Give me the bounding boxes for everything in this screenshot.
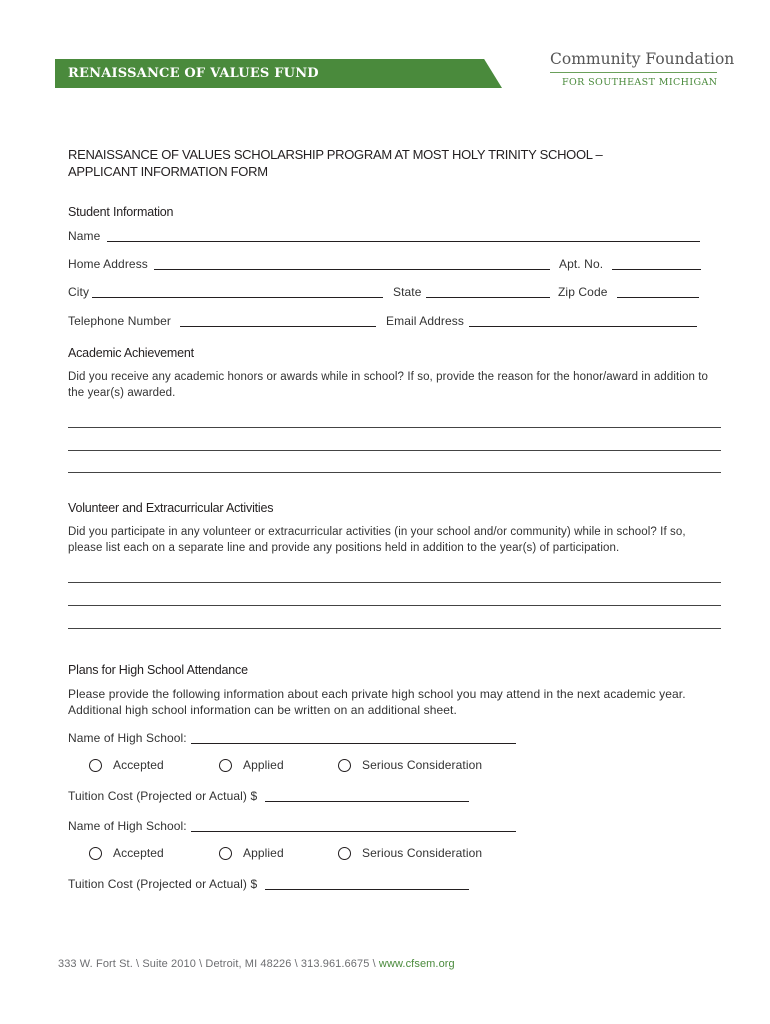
logo-subtitle: FOR SOUTHEAST MICHIGAN (562, 77, 718, 88)
email-field[interactable] (469, 325, 697, 327)
school-2-tuition-field[interactable] (265, 888, 469, 890)
zip-field[interactable] (617, 296, 699, 298)
zip-label: Zip Code (558, 285, 608, 299)
volunteer-answer-line-1[interactable] (68, 582, 721, 583)
academic-heading: Academic Achievement (68, 346, 194, 360)
school-1-tuition-label: Tuition Cost (Projected or Actual) $ (68, 789, 258, 803)
logo-divider (550, 72, 717, 73)
city-label: City (68, 285, 90, 299)
academic-answer-line-1[interactable] (68, 427, 721, 428)
school-1-serious-radio[interactable] (338, 759, 351, 772)
student-info-heading: Student Information (68, 205, 174, 219)
academic-answer-line-3[interactable] (68, 472, 721, 473)
academic-answer-line-2[interactable] (68, 450, 721, 451)
footer (58, 958, 455, 970)
apt-label: Apt. No. (559, 257, 604, 271)
logo-title: Community Foundation (550, 50, 735, 68)
telephone-field[interactable] (180, 325, 376, 327)
email-label: Email Address (386, 314, 464, 328)
footer-address: 333 W. Fort St. \ Suite 2010 \ Detroit, MI 48226 \ 313.961.6675 \ (58, 958, 376, 970)
form-title-line-1: RENAISSANCE OF VALUES SCHOLARSHIP PROGRAM AT MOST HOLY TRINITY SCHOOL – (68, 147, 603, 162)
apt-field[interactable] (612, 268, 701, 270)
form-title (68, 146, 668, 180)
school-2-accepted-radio[interactable] (89, 847, 102, 860)
plans-instructions: Please provide the following information about each private high school you may attend in the next academic year. Additional high school information can be written on an additional sheet. (68, 687, 686, 717)
volunteer-answer-line-2[interactable] (68, 605, 721, 606)
volunteer-question: Did you participate in any volunteer or extracurricular activities (in your school and/or community) while in school? If so, please list each on a separate line and provide any positions held in addition to the year(s) of participation. (68, 526, 686, 554)
school-1-tuition-field[interactable] (265, 800, 469, 802)
footer-website-link[interactable]: www.cfsem.org (378, 958, 455, 970)
school-1-field[interactable] (191, 742, 516, 744)
form-title-line-2: APPLICANT INFORMATION FORM (68, 164, 268, 179)
school-1-accepted-radio[interactable] (89, 759, 102, 772)
school-2-field[interactable] (191, 830, 516, 832)
school-2-serious-radio[interactable] (338, 847, 351, 860)
school-1-applied-radio[interactable] (219, 759, 232, 772)
school-2-applied-radio[interactable] (219, 847, 232, 860)
home-address-field[interactable] (154, 268, 550, 270)
telephone-label: Telephone Number (68, 314, 171, 328)
banner-title: RENAISSANCE OF VALUES FUND (68, 66, 319, 81)
home-address-label: Home Address (68, 257, 148, 271)
school-1-accepted-label: Accepted (113, 758, 164, 772)
academic-question: Did you receive any academic honors or awards while in school? If so, provide the reason for the honor/award in addition to the year(s) awarded. (68, 371, 709, 399)
volunteer-answer-line-3[interactable] (68, 628, 721, 629)
state-field[interactable] (426, 296, 550, 298)
school-2-accepted-label: Accepted (113, 846, 164, 860)
school-1-label: Name of High School: (68, 731, 187, 745)
school-1-serious-label: Serious Consideration (362, 758, 483, 772)
volunteer-heading: Volunteer and Extracurricular Activities (68, 501, 274, 515)
school-2-serious-label: Serious Consideration (362, 846, 483, 860)
name-label: Name (68, 229, 101, 243)
city-field[interactable] (92, 296, 383, 298)
school-2-tuition-label: Tuition Cost (Projected or Actual) $ (68, 877, 258, 891)
school-1-applied-label: Applied (243, 758, 284, 772)
school-2-applied-label: Applied (243, 846, 284, 860)
plans-heading: Plans for High School Attendance (68, 663, 248, 677)
school-2-label: Name of High School: (68, 819, 187, 833)
name-field[interactable] (107, 240, 700, 242)
state-label: State (393, 285, 422, 299)
